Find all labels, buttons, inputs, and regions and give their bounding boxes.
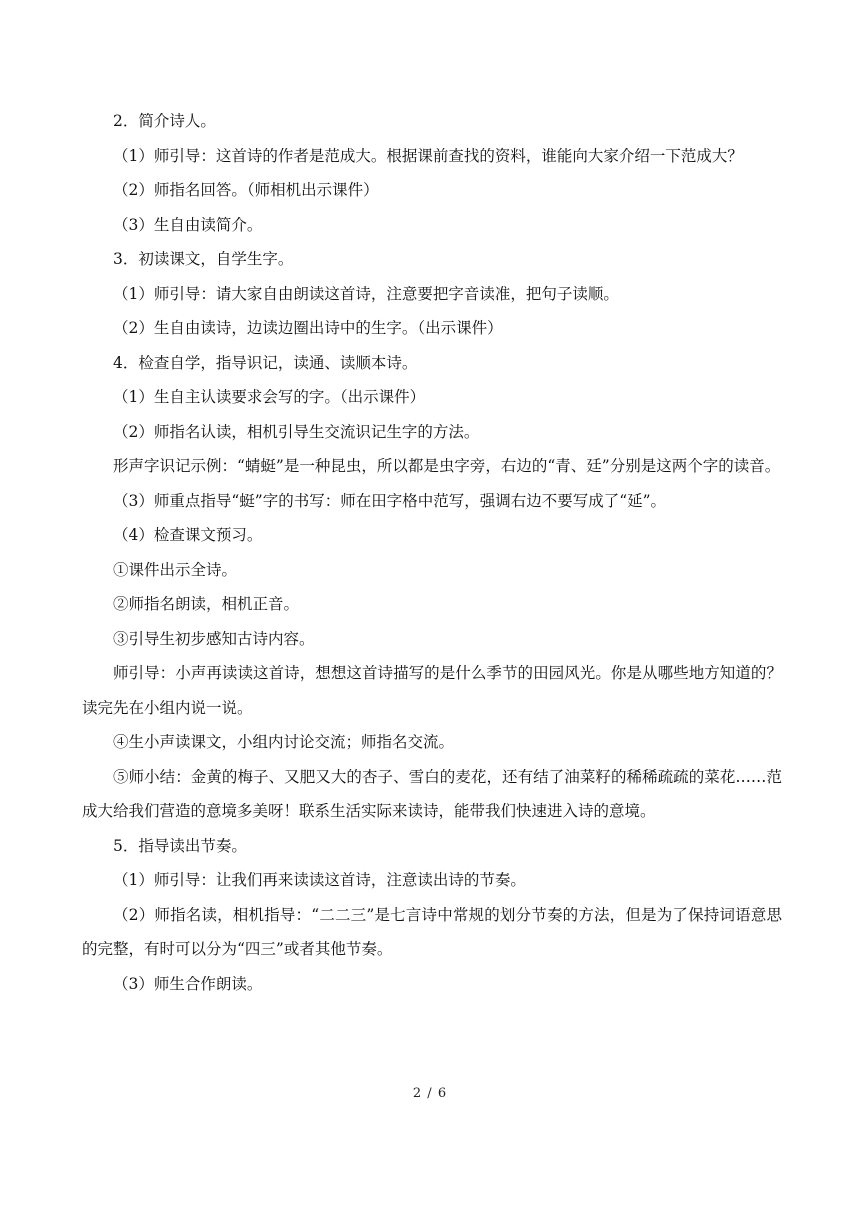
paragraph: ①课件出示全诗。: [113, 560, 238, 579]
paragraph: 师引导：小声再读读这首诗，想想这首诗描写的是什么季节的田园风光。你是从哪些地方知道的？读完先在小组内说一说。: [82, 664, 782, 717]
paragraph: ④生小声读课文，小组内讨论交流；师指名交流。: [113, 733, 455, 751]
paragraph: ③引导生初步感知古诗内容。: [113, 629, 315, 648]
document-body: [82, 104, 782, 1001]
paragraph: （2）生自由读诗，边读边圈出诗中的生字。（出示课件）: [113, 319, 503, 337]
paragraph: （1）师引导：让我们再来读读这首诗，注意读出诗的节奏。: [113, 871, 526, 889]
page-number: 2 / 6: [412, 1086, 448, 1101]
paragraph: 5．指导读出节奏。: [113, 836, 247, 855]
paragraph: ②师指名朗读，相机正音。: [113, 595, 300, 613]
paragraph: （2）师指名读，相机指导：“二二三”是七言诗中常规的划分节奏的方法，但是为了保持词语意思的完整，有时可以分为“四三”或者其他节奏。: [82, 905, 782, 958]
paragraph: （2）师指名认读，相机引导生交流识记生字的方法。: [113, 422, 480, 441]
paragraph: ⑤师小结：金黄的梅子、又肥又大的杏子、雪白的麦花，还有结了油菜籽的稀稀疏疏的菜花……范成大给我们营造的意境多美呀！联系生活实际来读诗，能带我们快速进入诗的意境。: [82, 767, 782, 820]
paragraph: （2）师指名回答。（师相机出示课件）: [113, 181, 379, 199]
paragraph: （3）生自由读简介。: [113, 215, 263, 234]
paragraph: （1）生自主认读要求会写的字。（出示课件）: [113, 388, 426, 406]
paragraph: （3）师生合作朗读。: [113, 974, 263, 993]
paragraph: 4．检查自学，指导识记，读通、读顺本诗。: [113, 353, 418, 372]
paragraph: 2．简介诗人。: [113, 112, 216, 130]
paragraph: 形声字识记示例：“蜻蜓”是一种昆虫，所以都是虫字旁，右边的“青、廷”分别是这两个字的读音。: [113, 457, 781, 475]
paragraph: （4）检查课文预习。: [113, 526, 263, 544]
paragraph: （3）师重点指导“蜓”字的书写：师在田字格中范写，强调右边不要写成了“延”。: [113, 491, 667, 510]
paragraph: （1）师引导：请大家自由朗读这首诗，注意要把字音读准，把句子读顺。: [113, 284, 619, 303]
paragraph: （1）师引导：这首诗的作者是范成大。根据课前查找的资料，谁能向大家介绍一下范成大？: [113, 146, 743, 165]
paragraph: 3．初读课文，自学生字。: [113, 250, 294, 268]
